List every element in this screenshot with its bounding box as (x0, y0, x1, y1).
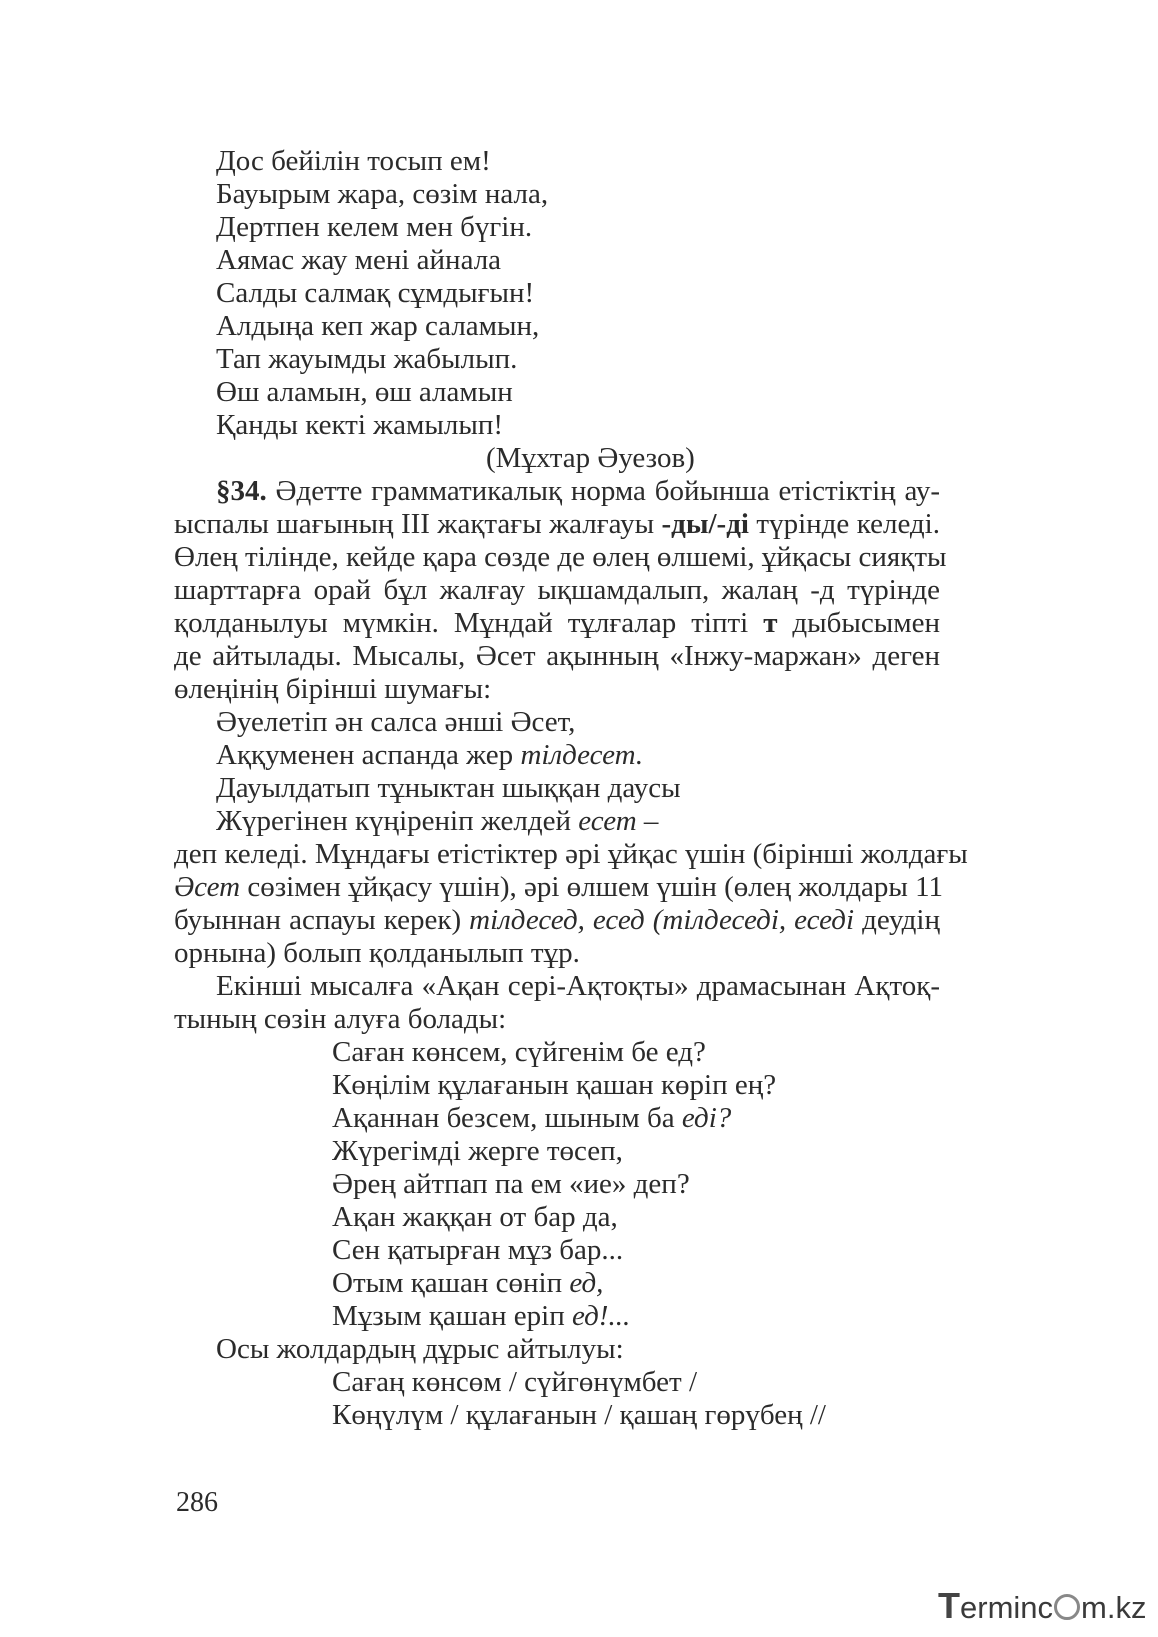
poem-line: Тап жауымды жабылып. (216, 343, 518, 375)
text-span: Аққуменен аспанда жер (216, 739, 521, 771)
poem-line (332, 1101, 731, 1135)
text-span: ыспалы шағының ІІІ жақтағы жалғауы (174, 508, 662, 540)
watermark-domain: m.kz (1081, 1590, 1147, 1625)
paragraph-line: өлеңінің бірінші шумағы: (174, 673, 492, 705)
poem-line: Сағаң көнсөм / сүйгөнүмбет / (332, 1366, 698, 1398)
poem-line: Бауырым жара, сөзім нала, (216, 178, 549, 210)
poem-line: Жүрегімді жерге төсеп, (332, 1135, 623, 1167)
suffix-bold: -ды/-ді (661, 508, 749, 540)
text-span: дыбысымен (777, 607, 941, 639)
text-span: – (636, 805, 659, 837)
poem-line: Аямас жау мені айнала (216, 244, 502, 276)
watermark-logo (938, 1585, 1148, 1631)
poem-line: Дауылдатып тұныктан шыққан даусы (216, 772, 681, 804)
paragraph-line: тының сөзін алуға болады: (174, 1003, 507, 1035)
paragraph-line (174, 507, 940, 541)
poem-line: Әуелетіп ән салса әнші Әсет, (216, 706, 576, 738)
paragraph-line: Өлең тілінде, кейде қара сөзде де өлең өлшемі, ұйқасы сияқты (174, 541, 947, 573)
poem-line: Әрең айтпап па ем «ие» деп? (332, 1168, 690, 1200)
paragraph-line: шарттарға орай бұл жалғау ықшамдалып, жалаң -д түрінде (174, 574, 940, 606)
text-span: Отым қашан сөніп (332, 1267, 570, 1299)
italic-word: ед!... (571, 1300, 631, 1332)
text-span: қолданылуы мүмкін. Мұндай тұлғалар тіпті (174, 607, 764, 639)
poem-line: Дертпен келем мен бүгін. (216, 211, 533, 243)
poem-line: Көңүлүм / құлағанын / қашаң гөрүбең // (332, 1399, 826, 1431)
watermark-text: erminc (960, 1590, 1054, 1625)
italic-word: тілдесет. (520, 739, 644, 771)
text-span: Жүрегінен күңіреніп желдей (216, 805, 579, 837)
text-span: Ақаннан безсем, шыным ба (332, 1102, 682, 1134)
italic-word: Әсет (174, 871, 241, 903)
italic-word: ед, (569, 1267, 604, 1299)
poem-line: Алдыңа кеп жар саламын, (216, 310, 540, 342)
watermark-letter: T (938, 1585, 960, 1626)
paragraph-line: орнына) болып қолданылып тұр. (174, 937, 580, 969)
section-number: §34. (216, 475, 267, 507)
text-span: Әдетте грамматикалық норма бойынша етістіктің ау- (266, 475, 940, 507)
italic-words: тілдесед, есед (тілдеседі, еседі (469, 904, 855, 936)
italic-word: есет (578, 805, 637, 837)
poem-line: Қанды кекті жамылып! (216, 409, 504, 441)
page-number: 286 (176, 1487, 218, 1518)
paragraph-line: де айтылады. Мысалы, Әсет ақынның «Інжу-маржан» деген (174, 640, 940, 672)
paragraph-line (174, 903, 940, 937)
paragraph-line (174, 870, 944, 904)
poem-line: Өш аламын, өш аламын (216, 376, 513, 408)
text-span: буыннан аспауы керек) (174, 904, 470, 936)
paragraph-line: Осы жолдардың дұрыс айтылуы: (216, 1333, 624, 1365)
poem-line (216, 804, 658, 838)
poem-line (332, 1299, 630, 1333)
text-span: Мұзым қашан еріп (332, 1300, 572, 1332)
poem-line: Көңілім құлағанын қашан көріп ең? (332, 1069, 777, 1101)
poem-line: Саған көнсем, сүйгенім бе ед? (332, 1036, 706, 1068)
paragraph-line (216, 474, 940, 508)
italic-word: еді? (681, 1102, 732, 1134)
poem-line (216, 738, 643, 772)
paragraph-line: Екінші мысалға «Ақан сері-Ақтоқты» драмасынан Ақтоқ- (216, 970, 940, 1002)
poem-line: Салды салмақ сұмдығын! (216, 277, 535, 309)
poem-line: Ақан жаққан от бар да, (332, 1201, 618, 1233)
magnifier-icon (1054, 1594, 1080, 1620)
text-span: сөзімен ұйқасу үшін), әрі өлшем үшін (өлең жолдары 11 (240, 871, 944, 903)
letter-bold: т (763, 607, 778, 639)
text-span: түрінде келеді. (748, 508, 940, 540)
paragraph-line (174, 606, 940, 640)
paragraph-line: деп келеді. Мұндағы етістіктер әрі ұйқас үшін (бірінші жолдағы (174, 838, 968, 870)
text-span: деудің (854, 904, 940, 936)
poem-line: Сен қатырған мұз бар... (332, 1234, 624, 1266)
poem-line: Дос бейілін тосып ем! (216, 145, 491, 177)
poem-line (332, 1266, 603, 1300)
attribution: (Мұхтар Әуезов) (486, 442, 695, 474)
